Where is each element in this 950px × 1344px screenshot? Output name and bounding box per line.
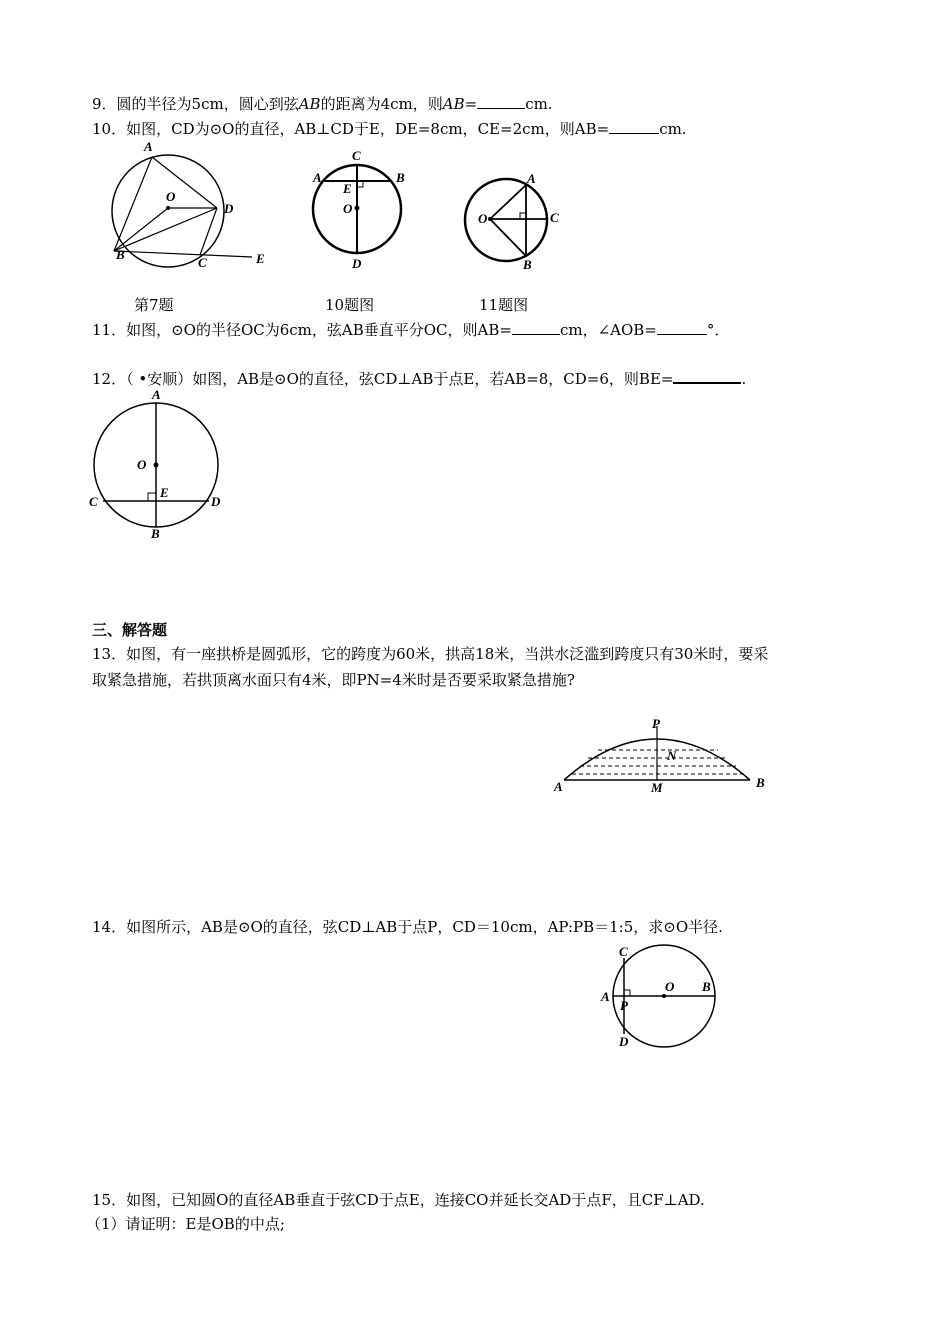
label-p: P bbox=[652, 716, 660, 731]
label-d: D bbox=[211, 494, 221, 509]
caption-fig11: 11题图 bbox=[479, 296, 529, 314]
label-a: A bbox=[554, 779, 563, 794]
caption-fig7: 第7题 bbox=[134, 296, 174, 314]
caption-fig10: 10题图 bbox=[325, 296, 375, 314]
label-o: O bbox=[665, 979, 675, 994]
answer-blank[interactable] bbox=[673, 368, 741, 384]
question-15-line1: 15．如图，已知圆O的直径AB垂直于弦CD于点E，连接CO并延长交AD于点F，且CF⊥AD. bbox=[92, 1191, 705, 1209]
label-b: B bbox=[702, 979, 711, 994]
label-o: O bbox=[478, 211, 488, 226]
section-heading: 三、解答题 bbox=[92, 621, 168, 639]
question-14: 14．如图所示，AB是⊙O的直径，弦CD⊥AB于点P，CD＝10cm，AP:PB＝1:5，求⊙O半径. bbox=[92, 918, 723, 936]
question-13-line1: 13．如图，有一座拱桥是圆弧形，它的跨度为60米，拱高18米，当洪水泛滥到跨度只有30米时，要采 bbox=[92, 645, 769, 663]
question-10: 10．如图，CD为⊙O的直径，AB⊥CD于E，DE=8cm，CE=2cm，则AB= cm. bbox=[92, 120, 687, 138]
label-d: D bbox=[352, 256, 362, 271]
question-12: 12．（ •安顺）如图，AB是⊙O的直径，弦CD⊥AB于点E，若AB=8，CD=6，则BE= . bbox=[92, 370, 747, 388]
label-o: O bbox=[137, 457, 147, 472]
label-d: D bbox=[224, 201, 234, 216]
label-n: N bbox=[667, 748, 677, 763]
label-a: A bbox=[144, 139, 153, 154]
answer-blank[interactable] bbox=[657, 320, 707, 335]
label-b: B bbox=[116, 247, 125, 262]
question-15-line2: （1）请证明：E是OB的中点; bbox=[86, 1215, 285, 1233]
answer-blank[interactable] bbox=[512, 320, 560, 335]
label-a: A bbox=[601, 989, 610, 1004]
figure-11 bbox=[460, 170, 570, 275]
label-b: B bbox=[523, 257, 532, 272]
label-e: E bbox=[256, 251, 265, 266]
label-a: A bbox=[152, 387, 161, 402]
label-e: E bbox=[343, 181, 352, 196]
label-a: A bbox=[527, 171, 536, 186]
label-b: B bbox=[151, 526, 160, 541]
figure-12 bbox=[85, 385, 235, 545]
question-11: 11．如图，⊙O的半径OC为6cm，弦AB垂直平分OC，则AB= cm，∠AOB= °． bbox=[92, 321, 730, 339]
answer-blank[interactable] bbox=[609, 119, 659, 134]
label-c: C bbox=[89, 494, 98, 509]
label-o: O bbox=[166, 189, 176, 204]
question-13-line2: 取紧急措施，若拱顶离水面只有4米，即PN=4米时是否要采取紧急措施? bbox=[92, 671, 575, 689]
label-a: A bbox=[313, 170, 322, 185]
figure-13 bbox=[550, 712, 780, 797]
label-o: O bbox=[343, 201, 353, 216]
label-b: B bbox=[396, 170, 405, 185]
label-c: C bbox=[550, 210, 559, 225]
figure-10 bbox=[310, 145, 410, 275]
figure-14 bbox=[595, 940, 725, 1055]
answer-blank[interactable] bbox=[477, 94, 525, 109]
label-b: B bbox=[756, 775, 765, 790]
label-c: C bbox=[352, 148, 361, 163]
question-9: 9．圆的半径为5cm，圆心到弦AB的距离为4cm，则AB= cm. bbox=[92, 95, 553, 113]
label-e: E bbox=[160, 485, 169, 500]
label-p: P bbox=[620, 998, 628, 1013]
label-c: C bbox=[198, 255, 207, 270]
label-c: C bbox=[619, 944, 628, 959]
figure-7 bbox=[100, 135, 280, 275]
label-m: M bbox=[651, 780, 663, 795]
label-d: D bbox=[619, 1034, 629, 1049]
